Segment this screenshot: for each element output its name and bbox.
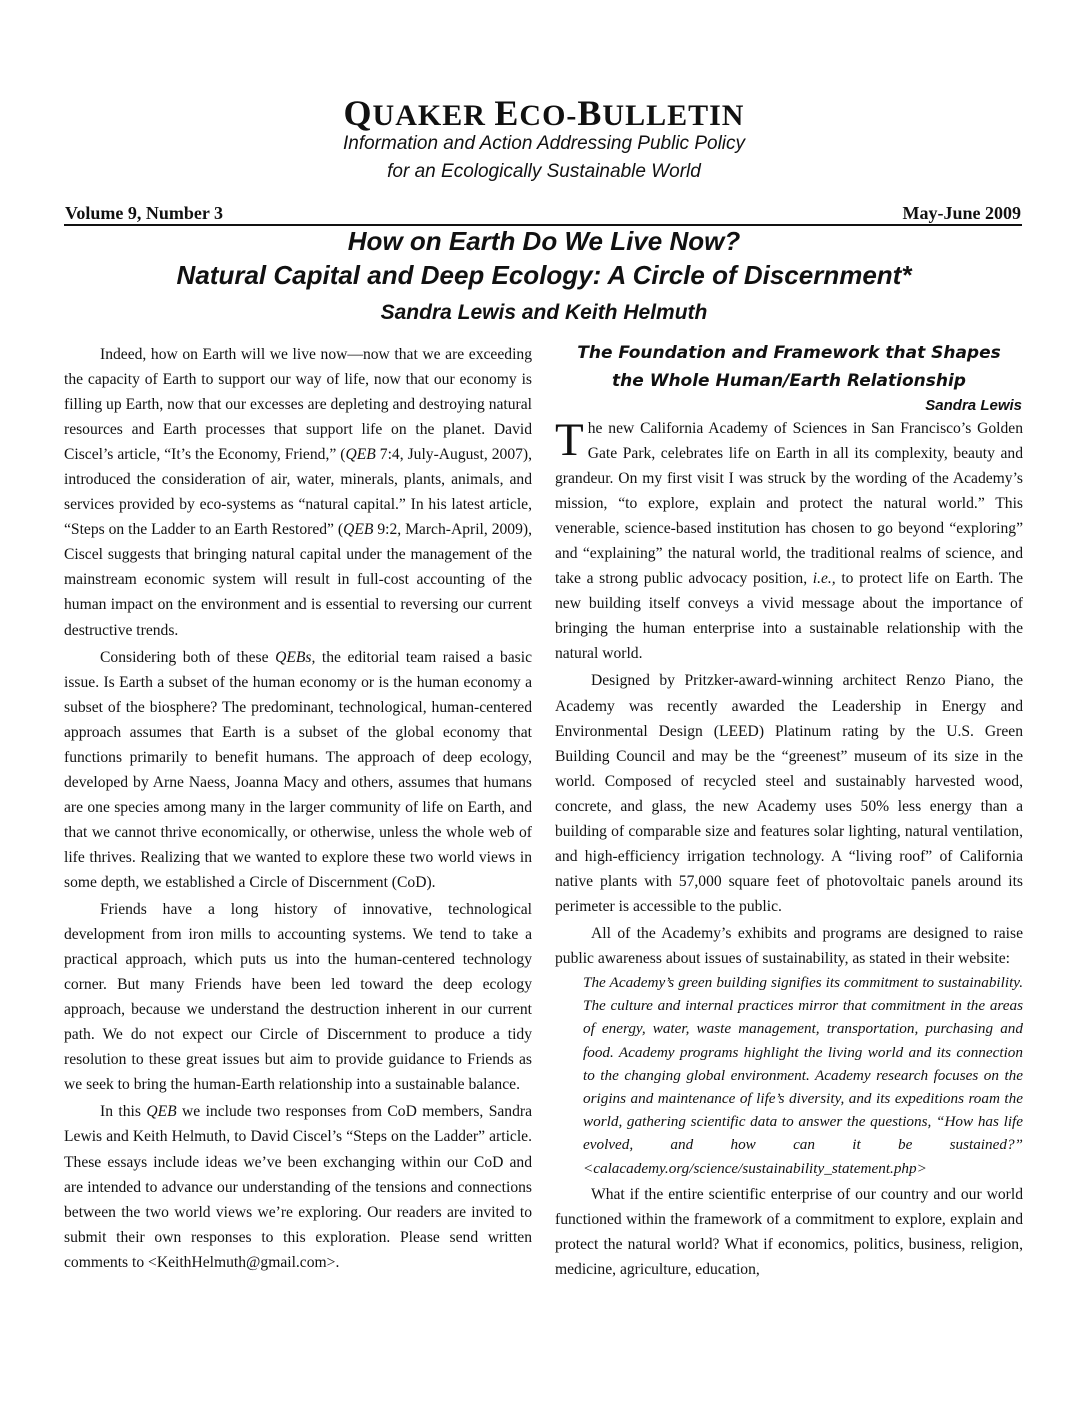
text-run: he new California Academy of Sciences in San Francisco’s Golden Gate Park, celebrates life on Earth in all its complexity, beauty and grandeur. On my first visit I was struck by the wording of the Academy’s mission, “to explore, explain and protect the natural world.” This venerable, science-based institution has chosen to go beyond “exploring” and “explaining” the natural world, the traditional realms of science, and take a strong public advocacy position, xyxy=(555,420,1023,588)
text-run: Indeed, how on Earth will we live now—now that we are exceeding the capacity of Earth to support our way of life, now that our economy is filling up Earth, now that our excesses are depleting and destroying natural resources and Earth processes that support life on the planet. David Ciscel’s article, “It’s the Economy, Friend,” ( xyxy=(64,346,532,464)
issue-date: May-June 2009 xyxy=(902,203,1021,223)
right-paragraph-3: All of the Academy’s exhibits and programs are designed to raise public awareness about issues of sustainability, as stated in their website: xyxy=(555,924,1023,967)
article-byline: Sandra Lewis and Keith Helmuth xyxy=(380,301,708,324)
left-paragraph-4 xyxy=(64,1099,532,1274)
section-heading-2: the Whole Human/Earth Relationship xyxy=(612,371,966,391)
title-initial-b: B xyxy=(577,93,603,133)
title-part-1: UAKER xyxy=(372,99,495,132)
ie-italic: i.e., xyxy=(812,570,836,588)
right-column xyxy=(555,416,1023,1282)
left-paragraph-1 xyxy=(64,342,532,643)
text-run: 7:4, July-August, 2007), introduced the consideration of air, water, minerals, plants, animals, and services provided by eco-systems as “natural capital.” In his latest article, “Steps on the Ladder to an Earth Restored” ( xyxy=(64,446,532,539)
text-run: Considering both of these xyxy=(100,648,276,666)
text-run: In this xyxy=(100,1103,147,1121)
qeb-italic: QEB xyxy=(345,446,376,464)
masthead-subtitle-2: for an Ecologically Sustainable World xyxy=(387,161,701,182)
right-paragraph-2: Designed by Pritzker-award-winning architect Renzo Piano, the Academy was recently awarded the Leadership in Energy and Environmental Design (LEED) Platinum rating by the U.S. Green Building Council and may be the “greenest” museum of its size in the world. Composed of recycled steel and sustainably harvested wood, concrete, and glass, the new Academy uses 50% less energy than a building of comparable size and features solar lighting, natural ventilation, and high-efficiency irrigation technology. A “living roof” of California native plants with 57,000 square feet of photovoltaic panels around its perimeter is accessible to the public. xyxy=(555,672,1023,915)
masthead-title xyxy=(0,92,1088,134)
title-initial-q: Q xyxy=(343,93,373,133)
article-headline-2: Natural Capital and Deep Ecology: A Circle of Discernment* xyxy=(176,260,912,290)
left-paragraph-2 xyxy=(64,645,532,895)
drop-cap: T xyxy=(555,414,584,466)
qeb-italic: QEBs, xyxy=(275,648,316,666)
text-run: to protect life on Earth. The new building itself conveys a vivid message about the importance of bringing the human enterprise into a sustainable relationship with the natural world. xyxy=(555,570,1023,663)
issue-volume: Volume 9, Number 3 xyxy=(65,203,224,223)
right-paragraph-1 xyxy=(555,416,1023,666)
left-column xyxy=(64,342,532,1275)
qeb-italic: QEB xyxy=(343,521,374,539)
section-heading-1: The Foundation and Framework that Shapes xyxy=(577,343,1001,363)
title-part-2: CO- xyxy=(519,99,578,132)
title-part-3: ULLETIN xyxy=(602,99,745,132)
title-initial-e: E xyxy=(494,93,520,133)
academy-quote: The Academy’s green building signifies its commitment to sustainability. The culture and internal practices mirror that commitment in the areas of energy, water, waste management, transportation, purchasing and food. Academy programs highlight the living world and its connection to the changing global environment. Academy research focuses on the origins and maintenance of life’s diversity, and its expeditions roam the world, gathering scientific data to answer the questions, “How has life evolved, and how can it be sustained?” <calacademy.org/science/sustainability_statement.php> xyxy=(583,974,1023,1177)
masthead-subtitle-1: Information and Action Addressing Public Policy xyxy=(342,133,746,154)
text-run: we include two responses from CoD members, Sandra Lewis and Keith Helmuth, to David Ciscel’s “Steps on the Ladder” article. These essays include ideas we’ve been exchanging within our CoD and are intended to advance our understanding of the tensions and connections between the two world views we’re exploring. Our readers are invited to submit their own responses to this exploration. Please send written comments to <KeithHelmuth@gmail.com>. xyxy=(64,1103,532,1271)
text-run: the editorial team raised a basic issue. Is Earth a subset of the human economy or is the human economy a subset of the biosphere? The predominant, technological, human-centered approach assumes that Earth is a subset of the global economy that functions primarily to benefit humans. The approach of deep ecology, developed by Arne Naess, Joanna Macy and others, assumes that humans are one species among many in the larger community of life on Earth, and that we cannot thrive economically, or otherwise, unless the whole web of life thrives. Realizing that we wanted to explore these two world views in some depth, we established a Circle of Discernment (CoD). xyxy=(64,648,532,891)
right-paragraph-4: What if the entire scientific enterprise of our country and our world functioned within the framework of a commitment to explore, explain and protect the natural world? What if economics, politics, business, religion, medicine, agriculture, education, xyxy=(555,1185,1023,1278)
text-run: 9:2, March-April, 2009), Ciscel suggests that bringing natural capital under the management of the mainstream economic system will result in full-cost accounting of the human impact on the environment and is essential to reversing our current destructive trends. xyxy=(64,521,532,639)
left-paragraph-3: Friends have a long history of innovative, technological development from iron mills to accounting systems. We tend to take a practical approach, which puts us into the human-centered technology corner. But many Friends have been led toward the deep ecology approach, because we understand the destruction inherent in our current path. We do not expect our Circle of Discernment to produce a tidy resolution to these great issues but aim to provide guidance to Friends as we seek to bring the human-Earth relationship into a sustainable balance. xyxy=(64,901,532,1094)
qeb-italic: QEB xyxy=(146,1103,177,1121)
article-headline-1: How on Earth Do We Live Now? xyxy=(347,226,741,256)
section-author: Sandra Lewis xyxy=(925,397,1022,414)
